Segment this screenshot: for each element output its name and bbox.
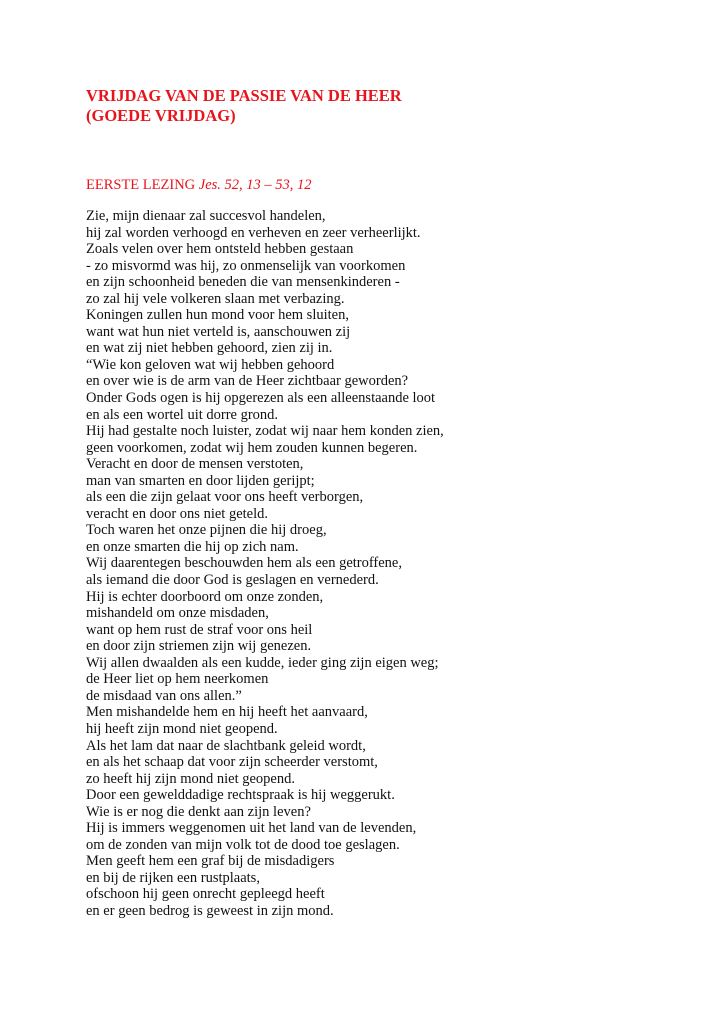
text-line: Men mishandelde hem en hij heeft het aanvaard, <box>86 704 368 721</box>
text-line: Zoals velen over hem ontsteld hebben gestaan <box>86 241 354 258</box>
text-line: want wat hun niet verteld is, aanschouwen zij <box>86 323 351 340</box>
reading-header <box>86 176 312 194</box>
text-line: en zijn schoonheid beneden die van mensenkinderen - <box>86 274 400 291</box>
text-line: Wie is er nog die denkt aan zijn leven? <box>86 803 311 820</box>
page-title <box>86 86 402 126</box>
text-line: Veracht en door de mensen verstoten, <box>86 456 304 473</box>
text-line: Wij daarentegen beschouwden hem als een getroffene, <box>86 555 402 572</box>
text-line: want op hem rust de straf voor ons heil <box>86 621 313 638</box>
text-line: Hij had gestalte noch luister, zodat wij naar hem konden zien, <box>86 423 444 440</box>
text-line: Hij is immers weggenomen uit het land van de levenden, <box>86 820 417 837</box>
text-line: zo heeft hij zijn mond niet geopend. <box>86 770 295 787</box>
text-line: veracht en door ons niet geteld. <box>86 505 268 522</box>
text-line: en over wie is de arm van de Heer zichtbaar geworden? <box>86 373 409 390</box>
reading-text <box>86 208 444 920</box>
text-line: de Heer liet op hem neerkomen <box>86 671 269 688</box>
text-line: - zo misvormd was hij, zo onmenselijk van voorkomen <box>86 257 406 274</box>
text-line: Wij allen dwaalden als een kudde, ieder ging zijn eigen weg; <box>86 654 439 671</box>
text-line: hij heeft zijn mond niet geopend. <box>86 720 278 737</box>
text-line: Als het lam dat naar de slachtbank geleid wordt, <box>86 737 366 754</box>
text-line: zo zal hij vele volkeren slaan met verbazing. <box>86 290 345 307</box>
text-line: hij zal worden verhoogd en verheven en zeer verheerlijkt. <box>86 224 421 241</box>
title-line: (GOEDE VRIJDAG) <box>86 106 236 125</box>
text-line: en als het schaap dat voor zijn scheerder verstomt, <box>86 754 378 771</box>
text-line: geen voorkomen, zodat wij hem zouden kunnen begeren. <box>86 439 418 456</box>
text-line: en onze smarten die hij op zich nam. <box>86 538 299 555</box>
text-line: als een die zijn gelaat voor ons heeft verborgen, <box>86 489 364 506</box>
text-line: “Wie kon geloven wat wij hebben gehoord <box>86 356 335 373</box>
text-line: mishandeld om onze misdaden, <box>86 605 269 622</box>
text-line: ofschoon hij geen onrecht gepleegd heeft <box>86 886 325 903</box>
text-line: en bij de rijken een rustplaats, <box>86 869 260 886</box>
text-line: om de zonden van mijn volk tot de dood toe geslagen. <box>86 836 400 853</box>
text-line: Koningen zullen hun mond voor hem sluiten, <box>86 307 349 324</box>
text-line: en er geen bedrog is geweest in zijn mond. <box>86 902 334 919</box>
text-line: en wat zij niet hebben gehoord, zien zij in. <box>86 340 333 357</box>
text-line: als iemand die door God is geslagen en vernederd. <box>86 572 379 589</box>
text-line: Men geeft hem een graf bij de misdadigers <box>86 853 335 870</box>
text-line: Onder Gods ogen is hij opgerezen als een alleenstaande loot <box>86 390 436 407</box>
reading-reference: Jes. 52, 13 – 53, 12 <box>198 177 312 193</box>
text-line: Zie, mijn dienaar zal succesvol handelen, <box>86 208 326 224</box>
text-line: Door een gewelddadige rechtspraak is hij weggerukt. <box>86 787 395 804</box>
text-line: en door zijn striemen zijn wij genezen. <box>86 638 312 655</box>
text-line: Toch waren het onze pijnen die hij droeg, <box>86 522 327 539</box>
text-line: de misdaad van ons allen.” <box>86 687 242 704</box>
reading-label: EERSTE LEZING <box>86 177 196 193</box>
text-line: Hij is echter doorboord om onze zonden, <box>86 588 324 605</box>
title-line: VRIJDAG VAN DE PASSIE VAN DE HEER <box>86 86 402 105</box>
text-line: man van smarten en door lijden gerijpt; <box>86 472 315 489</box>
text-line: en als een wortel uit dorre grond. <box>86 406 279 423</box>
